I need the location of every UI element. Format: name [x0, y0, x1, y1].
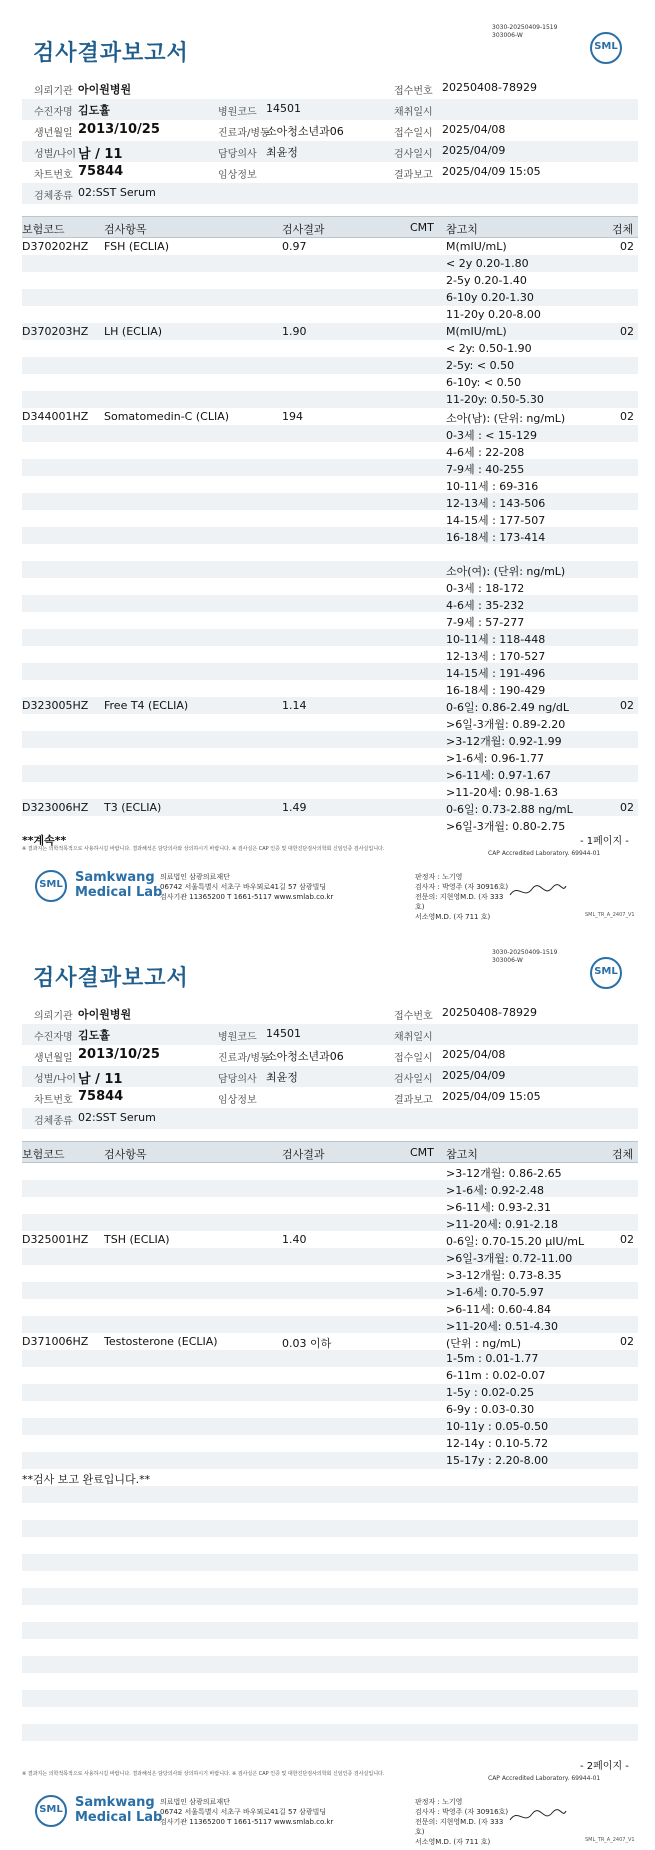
result-reference: 2-5y: < 0.50: [446, 359, 515, 372]
table-row: [22, 561, 638, 578]
table-row: [22, 1724, 638, 1741]
result-reference: (단위 : ng/mL): [446, 1337, 522, 1350]
exam-date-value: 2025/04/09: [442, 1069, 506, 1082]
table-row: [22, 1520, 638, 1537]
result-item: T3 (ECLIA): [104, 801, 162, 814]
patient-name: 김도휼: [78, 1029, 110, 1042]
collect-date-label: 채취일시: [394, 1032, 433, 1043]
result-value: 0.03 이하: [282, 1337, 332, 1350]
result-reference: 0-3세 : < 15-129: [446, 429, 537, 442]
hospital-code-value: 14501: [266, 102, 301, 115]
result-reference: >3-12개월: 0.73-8.35: [446, 1269, 562, 1282]
company-name: Samkwang Medical Lab: [75, 870, 163, 900]
patient-label: 수진자명: [34, 1032, 73, 1043]
footer-signers: 판정자 : 노기영 검사자 : 박영주 (자 30916호) 전문의: 지현영M.D. (자 333 호) 서소영M.D. (자 711 호): [415, 873, 509, 921]
report-date-label: 결과보고: [394, 1095, 433, 1106]
birth-label: 생년월일: [34, 128, 73, 139]
result-reference: 소아(남): (단위: ng/mL): [446, 412, 566, 425]
doctor-label: 담당의사: [218, 1074, 257, 1085]
result-reference: 6-10y: < 0.50: [446, 376, 522, 389]
result-reference: 12-13세 : 170-527: [446, 650, 546, 663]
signature-icon: [508, 1805, 568, 1827]
header-result: 검사결과: [282, 223, 325, 236]
table-row: [22, 357, 638, 374]
result-reference: 6-11m : 0.02-0.07: [446, 1369, 546, 1382]
table-row: [22, 578, 638, 595]
result-reference: >11-20세: 0.91-2.18: [446, 1218, 558, 1231]
table-row: [22, 1214, 638, 1231]
result-specimen: 02: [620, 240, 634, 253]
result-reference: 10-11y : 0.05-0.50: [446, 1420, 549, 1433]
table-row: [22, 1333, 638, 1350]
footer-notes: ※ 결과지는 의학적목적으로 사용하시길 바랍니다. 결과해석은 담당의사와 상의하시기 바랍니다. ※ 검사실은 CAP 인증 및 대한진단검사의학회 신임인증 검사실입니다.: [22, 846, 385, 852]
table-row: [22, 1639, 638, 1656]
sml-logo-icon: SML: [590, 957, 622, 987]
result-reference: >1-6세: 0.92-2.48: [446, 1184, 544, 1197]
result-specimen: 02: [620, 801, 634, 814]
table-row: [22, 646, 638, 663]
result-reference: 11-20y: 0.50-5.30: [446, 393, 544, 406]
table-row: [22, 714, 638, 731]
footer-signers: 판정자 : 노기영 검사자 : 박영주 (자 30916호) 전문의: 지현영M.D. (자 333 호) 서소영M.D. (자 711 호): [415, 1798, 509, 1846]
table-row: [22, 272, 638, 289]
header-cmt: CMT: [410, 1146, 434, 1159]
table-row: [22, 374, 638, 391]
table-row: [22, 1282, 638, 1299]
sex-age-value: 남 / 11: [78, 147, 123, 162]
table-row: [22, 1486, 638, 1503]
result-reference: 4-6세 : 35-232: [446, 599, 525, 612]
result-reference: >11-20세: 0.98-1.63: [446, 786, 558, 799]
report-title: 검사결과보고서: [33, 966, 189, 991]
table-row: [22, 1537, 638, 1554]
table-row: [22, 680, 638, 697]
header-ref: 참고치: [446, 1148, 478, 1161]
result-value: 1.14: [282, 699, 307, 712]
result-value: 0.97: [282, 240, 307, 253]
company-name: Samkwang Medical Lab: [75, 1795, 163, 1825]
table-row: [22, 238, 638, 255]
sml-logo-icon: SML: [590, 32, 622, 62]
table-row: [22, 425, 638, 442]
result-specimen: 02: [620, 1233, 634, 1246]
header-item: 검사항목: [104, 223, 147, 236]
result-reference: 16-18세 : 173-414: [446, 531, 546, 544]
table-row: [22, 459, 638, 476]
dept-label: 진료과/병동: [218, 1053, 270, 1064]
result-code: D323005HZ: [22, 699, 89, 712]
result-item: TSH (ECLIA): [104, 1233, 170, 1246]
result-reference: >6일-3개월: 0.80-2.75: [446, 820, 566, 833]
table-row: [22, 595, 638, 612]
birth-label: 생년월일: [34, 1053, 73, 1064]
dept-label: 진료과/병동: [218, 128, 270, 139]
result-code: D371006HZ: [22, 1335, 89, 1348]
table-row: [22, 1571, 638, 1588]
header-spec: 검체: [612, 223, 634, 236]
result-specimen: 02: [620, 410, 634, 423]
specimen-label: 검체종류: [34, 1116, 73, 1127]
table-row: [22, 323, 638, 340]
receipt-date-value: 2025/04/08: [442, 1048, 506, 1061]
table-row: [22, 391, 638, 408]
table-row: [22, 1401, 638, 1418]
table-row: [22, 1180, 638, 1197]
result-item: LH (ECLIA): [104, 325, 163, 338]
page-number: - 2페이지 -: [580, 1761, 629, 1772]
results-table-header: [22, 1141, 638, 1163]
specimen-value: 02:SST Serum: [78, 1111, 156, 1124]
result-reference: 16-18세 : 190-429: [446, 684, 546, 697]
table-row: [22, 799, 638, 816]
result-reference: >3-12개월: 0.92-1.99: [446, 735, 562, 748]
specimen-value: 02:SST Serum: [78, 186, 156, 199]
receipt-no-label: 접수번호: [394, 1011, 433, 1022]
report-page-2: 검사결과보고서 3030-20250409-1519 303006-W SML 의뢰기관 아이원병원 접수번호 20250408-78929 수진자명 김도휼 병원코드 14501 채취일시 생년월일 2013/10/25 진료과/병동 소아청소년과06 접수일시 2025/04/08 성별/나이 남 / 11 담당의사 최윤정 검사일시 2025/04/09 차트번호 75844 임상정보 결과보고 2025/04/09 15:05 검체종류 02:SST Serum 보험코드 검사항목 검사결과 CMT 참고치 검체 >3-12개월: 0.86-2.65 >1-6세: 0.92-2.48 >6-11세: 0.93-2.31 >11-20세: 0.91-2.18 D325001HZ TSH (ECLIA) 1.40 0-6일: 0.70-15.20 µIU/mL 02 >6일-3개월: 0.72-11.00 >3-12개월: 0.73-8.35 >1-6세: 0.70-5.97 >6-11세: 0.60-4.84 >11-20세: 0.51-4.30 D371006HZ Testosterone (ECLIA) 0.03 이하 (단위 : ng/mL) 02 1-5m : 0.01-1.77 6-11m : 0.02-0.07 1-5y : 0.02-0.25 6-9y : 0.03-0.30 10-11y : 0.05-0.50 12-14y : 0.10-5.72 15-17y : 2.20-8.00 **검사 보고 완료입니다.** - 2페이지 - ※ 결과지는 의학적목적으로 사용하시길 바랍니다. 결과해석은 담당의사와 상의하시기 바랍니다. ※ 검사실은 CAP 인증 및 대한진단검사의학회 신임인증 검사실입니다. CAP Accredited Laboratory. 69944-01 SML Samkwang Medical Lab 의료법인 삼광의료재단 06742 서울특별시 서초구 바우뫼로41길 57 삼광빌딩 검사기관 11365200 T 1661-5117 www.smlab.co.kr 판정자 : 노기영 검사자 : 박영주 (자 30916호) 전문의: 지현영M.D. (자 333 호) 서소영M.D. (자 711 호) SML_TR_A_2407_V1: [0, 925, 655, 1850]
chart-no-label: 차트번호: [34, 170, 73, 181]
table-row: [22, 697, 638, 714]
result-reference: 6-10y 0.20-1.30: [446, 291, 534, 304]
result-reference: >1-6세: 0.96-1.77: [446, 752, 544, 765]
result-value: 1.90: [282, 325, 307, 338]
result-reference: M(mIU/mL): [446, 240, 507, 253]
doc-id: 3030-20250409-1519 303006-W: [492, 24, 558, 39]
result-reference: >1-6세: 0.70-5.97: [446, 1286, 544, 1299]
report-date-value: 2025/04/09 15:05: [442, 165, 541, 178]
receipt-date-label: 접수일시: [394, 128, 433, 139]
table-row: [22, 1248, 638, 1265]
receipt-no-value: 20250408-78929: [442, 1006, 537, 1019]
institution-value: 아이원병원: [78, 83, 132, 96]
header-item: 검사항목: [104, 1148, 147, 1161]
header-spec: 검체: [612, 1148, 634, 1161]
result-reference: >6-11세: 0.97-1.67: [446, 769, 551, 782]
result-reference: 12-13세 : 143-506: [446, 497, 546, 510]
table-row: [22, 408, 638, 425]
result-reference: < 2y: 0.50-1.90: [446, 342, 532, 355]
dept-value: 소아청소년과06: [266, 1050, 344, 1063]
form-code: SML_TR_A_2407_V1: [585, 912, 635, 918]
table-row: [22, 1299, 638, 1316]
continued-label: **계속**: [22, 834, 67, 847]
results-table-header: [22, 216, 638, 238]
patient-label: 수진자명: [34, 107, 73, 118]
sex-age-label: 성별/나이: [34, 149, 77, 160]
sex-age-label: 성별/나이: [34, 1074, 77, 1085]
chart-no-value: 75844: [78, 164, 124, 179]
report-page-1: 검사결과보고서 3030-20250409-1519 303006-W SML 의뢰기관 아이원병원 접수번호 20250408-78929 수진자명 김도휼 병원코드 14501 채취일시 생년월일 2013/10/25 진료과/병동 소아청소년과06 접수일시 2025/04/08 성별/나이 남 / 11 담당의사 최윤정 검사일시 2025/04/09 차트번호 75844 임상정보 결과보고 2025/04/09 15:05 검체종류 02:SST Serum 보험코드 검사항목 검사결과 CMT 참고치 검체 D370202HZ FSH (ECLIA) 0.97 M(mIU/mL) 02 < 2y 0.20-1.80 2-5y 0.20-1.40 6-10y 0.20-1.30 11-20y 0.20-8.00 D370203HZ LH (ECLIA) 1.90 M(mIU/mL) 02 < 2y: 0.50-1.90 2-5y: < 0.50 6-10y: < 0.50 11-20y: 0.50-5.30 D344001HZ Somatomedin-C (CLIA) 194 소아(남): (단위: ng/mL) 02 0-3세 : < 15-129 4-6세 : 22-208 7-9세 : 40-255 10-11세 : 69-316 12-13세 : 143-506 14-15세 : 177-507 16-18세 : 173-414 소아(여): (단위: ng/mL) 0-3세 : 18-172 4-6세 : 35-232 7-9세 : 57-277 10-11세 : 118-448 12-13세 : 170-527 14-15세 : 191-496 16-18세 : 190-429 D323005HZ Free T4 (ECLIA) 1.14 0-6일: 0.86-2.49 ng/dL 02 >6일-3개월: 0.89-2.20 >3-12개월: 0.92-1.99 >1-6세: 0.96-1.77 >6-11세: 0.97-1.67 >11-20세: 0.98-1.63 D323006HZ T3 (ECLIA) 1.49 0-6일: 0.73-2.88 ng/mL 02 >6일-3개월: 0.80-2.75 **계속** - 1페이지 - ※ 결과지는 의학적목적으로 사용하시길 바랍니다. 결과해석은 담당의사와 상의하시기 바랍니다. ※ 검사실은 CAP 인증 및 대한진단검사의학회 신임인증 검사실입니다. CAP Accredited Laboratory. 69944-01 SML Samkwang Medical Lab 의료법인 삼광의료재단 06742 서울특별시 서초구 바우뫼로41길 57 삼광빌딩 검사기관 11365200 T 1661-5117 www.smlab.co.kr 판정자 : 노기영 검사자 : 박영주 (자 30916호) 전문의: 지현영M.D. (자 333 호) 서소영M.D. (자 711 호) SML_TR_A_2407_V1: [0, 0, 655, 925]
exam-date-label: 검사일시: [394, 1074, 433, 1085]
table-row: [22, 1673, 638, 1690]
table-row: [22, 765, 638, 782]
report-date-label: 결과보고: [394, 170, 433, 181]
result-reference: 0-6일: 0.86-2.49 ng/dL: [446, 701, 570, 714]
result-code: D344001HZ: [22, 410, 89, 423]
chart-no-label: 차트번호: [34, 1095, 73, 1106]
signature-icon: [508, 880, 568, 902]
table-row: [22, 289, 638, 306]
result-specimen: 02: [620, 699, 634, 712]
institution-value: 아이원병원: [78, 1008, 132, 1021]
result-item: Testosterone (ECLIA): [104, 1335, 218, 1348]
header-code: 보험코드: [22, 1148, 65, 1161]
results-table-body: [22, 1163, 638, 1758]
receipt-date-value: 2025/04/08: [442, 123, 506, 136]
result-item: Somatomedin-C (CLIA): [104, 410, 230, 423]
birth-value: 2013/10/25: [78, 122, 160, 137]
result-reference: M(mIU/mL): [446, 325, 507, 338]
result-reference: 15-17y : 2.20-8.00: [446, 1454, 549, 1467]
result-reference: 0-3세 : 18-172: [446, 582, 525, 595]
result-reference: >6일-3개월: 0.89-2.20: [446, 718, 566, 731]
result-reference: 4-6세 : 22-208: [446, 446, 525, 459]
table-row: [22, 255, 638, 272]
table-row: [22, 1197, 638, 1214]
result-reference: 6-9y : 0.03-0.30: [446, 1403, 535, 1416]
result-reference: >6일-3개월: 0.72-11.00: [446, 1252, 573, 1265]
result-reference: < 2y 0.20-1.80: [446, 257, 529, 270]
result-reference: >11-20세: 0.51-4.30: [446, 1320, 558, 1333]
table-row: [22, 510, 638, 527]
result-reference: >3-12개월: 0.86-2.65: [446, 1167, 562, 1180]
hospital-code-value: 14501: [266, 1027, 301, 1040]
result-reference: 7-9세 : 40-255: [446, 463, 525, 476]
result-code: D325001HZ: [22, 1233, 89, 1246]
table-row: [22, 1265, 638, 1282]
header-ref: 참고치: [446, 223, 478, 236]
header-cmt: CMT: [410, 221, 434, 234]
table-row: [22, 782, 638, 799]
hospital-code-label: 병원코드: [218, 1032, 257, 1043]
report-title: 검사결과보고서: [33, 41, 189, 66]
form-code: SML_TR_A_2407_V1: [585, 1837, 635, 1843]
result-reference: 1-5y : 0.02-0.25: [446, 1386, 535, 1399]
collect-date-label: 채취일시: [394, 107, 433, 118]
doctor-value: 최윤정: [266, 146, 298, 159]
result-reference: 10-11세 : 69-316: [446, 480, 539, 493]
table-row: [22, 1163, 638, 1180]
table-row: [22, 1469, 638, 1486]
header-result: 검사결과: [282, 1148, 325, 1161]
institution-label: 의뢰기관: [34, 86, 73, 97]
receipt-date-label: 접수일시: [394, 1053, 433, 1064]
table-row: [22, 340, 638, 357]
result-value: 1.40: [282, 1233, 307, 1246]
table-row: [22, 663, 638, 680]
institution-label: 의뢰기관: [34, 1011, 73, 1022]
table-row: [22, 1418, 638, 1435]
result-code: D370202HZ: [22, 240, 89, 253]
table-row: [22, 612, 638, 629]
table-row: [22, 629, 638, 646]
result-value: 194: [282, 410, 303, 423]
footer-address: 의료법인 삼광의료재단 06742 서울특별시 서초구 바우뫼로41길 57 삼광빌딩 검사기관 11365200 T 1661-5117 www.smlab.co.kr: [160, 873, 334, 901]
clinical-label: 임상정보: [218, 170, 257, 181]
table-row: [22, 1231, 638, 1248]
result-specimen: 02: [620, 1335, 634, 1348]
receipt-no-label: 접수번호: [394, 86, 433, 97]
result-reference: 7-9세 : 57-277: [446, 616, 525, 629]
clinical-label: 임상정보: [218, 1095, 257, 1106]
result-item: Free T4 (ECLIA): [104, 699, 189, 712]
table-row: [22, 1384, 638, 1401]
result-reference: 12-14y : 0.10-5.72: [446, 1437, 549, 1450]
doctor-label: 담당의사: [218, 149, 257, 160]
patient-info: [22, 1003, 638, 1129]
result-reference: 10-11세 : 118-448: [446, 633, 546, 646]
table-row: [22, 527, 638, 544]
table-row: [22, 493, 638, 510]
result-reference: 0-6일: 0.70-15.20 µIU/mL: [446, 1235, 585, 1248]
result-specimen: 02: [620, 325, 634, 338]
table-row: [22, 1741, 638, 1758]
result-reference: 11-20y 0.20-8.00: [446, 308, 541, 321]
doc-id: 3030-20250409-1519 303006-W: [492, 949, 558, 964]
exam-date-value: 2025/04/09: [442, 144, 506, 157]
result-reference: 소아(여): (단위: ng/mL): [446, 565, 566, 578]
table-row: [22, 1605, 638, 1622]
doctor-value: 최윤정: [266, 1071, 298, 1084]
specimen-label: 검체종류: [34, 191, 73, 202]
table-row: [22, 1588, 638, 1605]
table-row: [22, 816, 638, 833]
result-reference: 1-5m : 0.01-1.77: [446, 1352, 539, 1365]
cap-accreditation: CAP Accredited Laboratory. 69944-01: [488, 850, 601, 857]
table-row: [22, 442, 638, 459]
table-row: [22, 544, 638, 561]
birth-value: 2013/10/25: [78, 1047, 160, 1062]
result-reference: >6-11세: 0.60-4.84: [446, 1303, 551, 1316]
result-value: 1.49: [282, 801, 307, 814]
table-row: [22, 1554, 638, 1571]
hospital-code-label: 병원코드: [218, 107, 257, 118]
table-row: [22, 1503, 638, 1520]
result-reference: 14-15세 : 177-507: [446, 514, 546, 527]
header-code: 보험코드: [22, 223, 65, 236]
table-row: [22, 1707, 638, 1724]
chart-no-value: 75844: [78, 1089, 124, 1104]
page-number: - 1페이지 -: [580, 836, 629, 847]
result-reference: 14-15세 : 191-496: [446, 667, 546, 680]
exam-date-label: 검사일시: [394, 149, 433, 160]
patient-info: [22, 78, 638, 204]
result-code: D370203HZ: [22, 325, 89, 338]
result-reference: >6-11세: 0.93-2.31: [446, 1201, 551, 1214]
table-row: [22, 1435, 638, 1452]
sex-age-value: 남 / 11: [78, 1072, 123, 1087]
patient-name: 김도휼: [78, 104, 110, 117]
table-row: [22, 306, 638, 323]
result-code: D323006HZ: [22, 801, 89, 814]
table-row: [22, 1622, 638, 1639]
receipt-no-value: 20250408-78929: [442, 81, 537, 94]
table-row: [22, 1350, 638, 1367]
results-table-body: [22, 238, 638, 833]
table-row: [22, 1690, 638, 1707]
result-reference: 0-6일: 0.73-2.88 ng/mL: [446, 803, 573, 816]
result-item: FSH (ECLIA): [104, 240, 169, 253]
table-row: [22, 748, 638, 765]
table-row: [22, 476, 638, 493]
table-row: [22, 1656, 638, 1673]
result-reference: 2-5y 0.20-1.40: [446, 274, 527, 287]
report-date-value: 2025/04/09 15:05: [442, 1090, 541, 1103]
table-row: [22, 1452, 638, 1469]
cap-accreditation: CAP Accredited Laboratory. 69944-01: [488, 1775, 601, 1782]
footer-address: 의료법인 삼광의료재단 06742 서울특별시 서초구 바우뫼로41길 57 삼광빌딩 검사기관 11365200 T 1661-5117 www.smlab.co.kr: [160, 1798, 334, 1826]
dept-value: 소아청소년과06: [266, 125, 344, 138]
table-row: [22, 731, 638, 748]
footer-notes: ※ 결과지는 의학적목적으로 사용하시길 바랍니다. 결과해석은 담당의사와 상의하시기 바랍니다. ※ 검사실은 CAP 인증 및 대한진단검사의학회 신임인증 검사실입니다.: [22, 1771, 385, 1777]
result-code: **검사 보고 완료입니다.**: [22, 1473, 151, 1486]
table-row: [22, 1316, 638, 1333]
table-row: [22, 1367, 638, 1384]
